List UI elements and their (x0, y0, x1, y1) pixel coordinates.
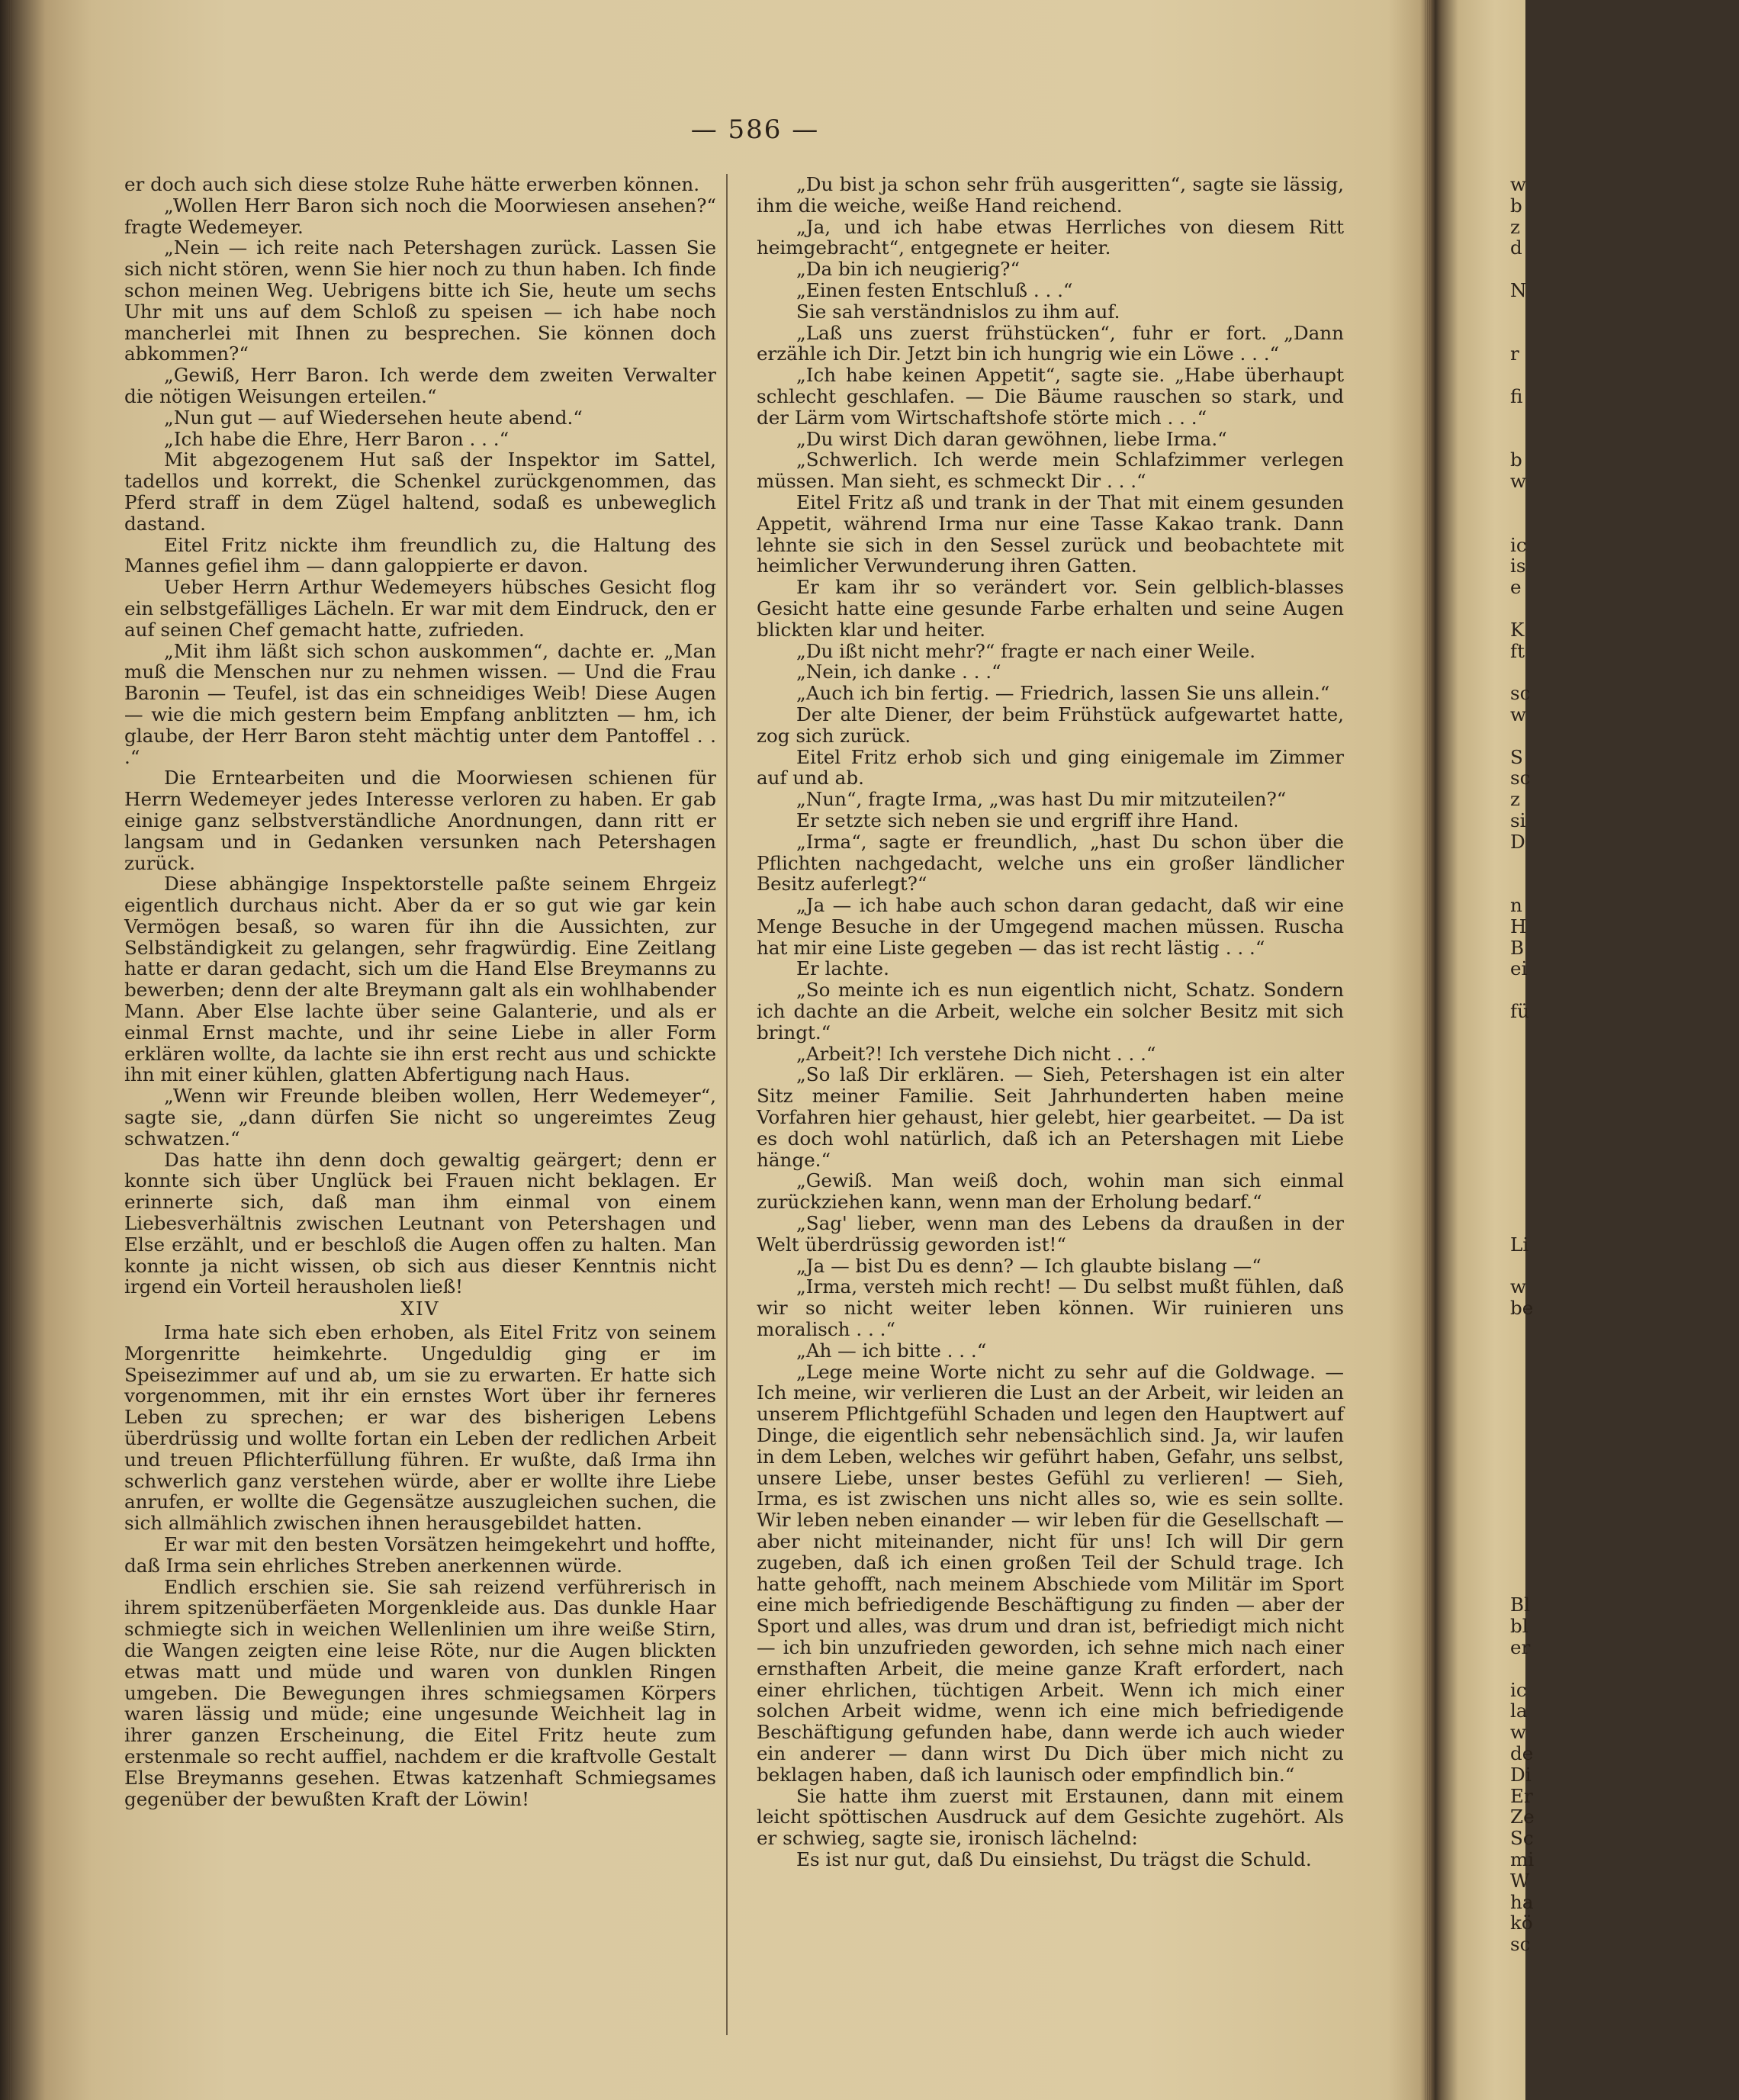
facing-page-line: mi (1510, 1848, 1535, 1870)
facing-page-line (1510, 1404, 1739, 1425)
facing-page-line (1510, 492, 1739, 513)
facing-page-line (1510, 1468, 1739, 1489)
facing-page-line (1510, 1192, 1739, 1213)
facing-page-line (1510, 661, 1739, 683)
facing-page-line: ei (1510, 957, 1528, 980)
paragraph: Sie hatte ihm zuerst mit Erstaunen, dann mit einem leicht spöttischen Ausdruck auf dem Gesichte zugehört. Als er schwieg, sagte sie, ironisch lächelnd: (757, 1784, 1344, 1850)
facing-page-line: ft (1510, 639, 1525, 662)
facing-page-line (1510, 1488, 1739, 1510)
facing-page-line (1510, 1425, 1739, 1446)
paragraph: „Gewiß. Man weiß doch, wohin man sich einmal zurückziehen kann, wenn man der Erholung bedarf.“ (757, 1169, 1344, 1214)
paragraph: Irma hate sich eben erhoben, als Eitel Fritz von seinem Morgenritte heimkehrte. Ungeduldig ging er im Speisezimmer auf und ab, um sie zu erwarten. Er hatte sich vorgenommen, mit ihr ein ernstes Wort über ihr ferneres Leben zu sprechen; er war des bisherigen Lebens überdrüssig und wollte fortan ein Leben der redlichen Arbeit und treuen Pflichterfüllung führen. Er wußte, daß Irma ihn schwerlich ganz verstehen würde, aber er wollte ihre Liebe anrufen, er wollte die Gegensätze auszugleichen suchen, die sich allmählich zwischen ihnen herausgebildet hatten. (124, 1321, 716, 1535)
paragraph: Die Erntearbeiten und die Moorwiesen schienen für Herrn Wedemeyer jedes Interesse verloren zu haben. Er gab einige ganz selbstverständliche Anordnungen, dann ritt er langsam und in Gedanken versunken nach Petershagen zurück. (124, 767, 716, 874)
facing-page-line (1510, 1213, 1739, 1234)
facing-page-line: d (1510, 236, 1522, 259)
facing-page-line: kö (1510, 1912, 1533, 1934)
column-divider (726, 174, 728, 2035)
column-left (124, 174, 716, 1809)
facing-page-line: r (1510, 342, 1519, 365)
facing-page-line: S (1510, 745, 1523, 768)
paragraph: Ueber Herrn Arthur Wedemeyers hübsches Gesicht flog ein selbstgefälliges Lächeln. Er war mit dem Eindruck, den er auf seinen Chef gemacht hatte, zufrieden. (124, 576, 716, 641)
facing-page-line (1510, 1574, 1739, 1595)
facing-page-line: n (1510, 894, 1522, 917)
facing-page-line: Sc (1510, 1827, 1534, 1850)
paragraph: Endlich erschien sie. Sie sah reizend verführerisch in ihrem spitzenüberfäeten Morgenkleide aus. Das dunkle Haar schmiegte sich in weichen Wellenlinien um ihre weiße Stirn, die Wangen zeigten eine leise Röte, nur die Augen blickten etwas matt und müde und waren von dunklen Ringen umgeben. Die Bewegungen ihres schmiegsamen Körpers waren lässig und müde; eine ungesunde Weichheit lag in ihrer ganzen Erscheinung, die Eitel Fritz heute zum erstenmale so recht auffiel, nachdem er die kraftvolle Gestalt Else Breymanns gesehen. Etwas katzenhaft Schmiegsames gegenüber der bewußten Kraft der Löwin! (124, 1575, 716, 1810)
facing-page-line: Ze (1510, 1806, 1535, 1828)
paragraph: „Nein, ich danke . . .“ (796, 661, 1001, 683)
facing-page-line: ha (1510, 1890, 1534, 1913)
facing-page-line: w (1510, 1275, 1527, 1298)
paragraph: Diese abhängige Inspektorstelle paßte seinem Ehrgeiz eigentlich durchaus nicht. Aber da er so gut wie gar kein Vermögen besaß, so waren für ihn die Aussichten, zur Selbständigkeit zu gelangen, sehr fragwürdig. Eine Zeitlang hatte er daran gedacht, sich um die Hand Else Breymanns zu bewerben; denn der alte Breymann galt als ein wohlhabender Mann. Aber Else lachte über seine Galanterie, und als er einmal Ernst machte, und ihr seine Liebe in aller Form erklären wollte, da lachte sie ihn erst recht aus und schickte ihn mit einer kühlen, glatten Abfertigung nach Haus. (124, 873, 716, 1086)
facing-page-line: fü (1510, 1000, 1529, 1023)
facing-page-line: e (1510, 576, 1522, 599)
facing-page-line (1510, 301, 1739, 323)
facing-page-line: N (1510, 278, 1527, 301)
paragraph: „Auch ich bin fertig. — Friedrich, lassen Sie uns allein.“ (796, 682, 1330, 705)
facing-page-line: de (1510, 1741, 1534, 1764)
paragraph: Eitel Fritz nickte ihm freundlich zu, die Haltung des Mannes gefiel ihm — dann galoppierte er davon. (124, 533, 716, 577)
facing-page-line: w (1510, 703, 1527, 725)
paragraph: Der alte Diener, der beim Frühstück aufgewartet hatte, zog sich zurück. (757, 703, 1344, 747)
facing-page-line (1510, 1128, 1739, 1150)
facing-page-line (1510, 1044, 1739, 1065)
paragraph: „Einen festen Entschluß . . .“ (796, 278, 1073, 301)
paragraph: „Irma, versteh mich recht! — Du selbst mußt fühlen, daß wir so nicht weiter leben können. Wir ruinieren uns moralisch . . .“ (757, 1275, 1344, 1341)
facing-page-line: w (1510, 173, 1527, 195)
facing-page-line: be (1510, 1297, 1534, 1320)
page-number: — 586 — (690, 114, 820, 145)
facing-page-line (1510, 1658, 1739, 1680)
facing-page-line (1510, 1552, 1739, 1574)
facing-page-line (1510, 1064, 1739, 1085)
facing-page-line (1510, 365, 1739, 386)
paragraph: „Mit ihm läßt sich schon auskommen“, dachte er. „Man muß die Menschen nur zu nehmen wissen. — Und die Frau Baronin — Teufel, ist das ein schneidiges Weib! Diese Augen — wie die mich gestern beim Empfang anblitzten — hm, ich glaube, der Herr Baron steht mächtig unter dem Pantoffel . . .“ (124, 639, 716, 768)
paragraph: „Wollen Herr Baron sich noch die Moorwiesen ansehen?“ fragte Wedemeyer. (124, 194, 716, 238)
paragraph: „Wenn wir Freunde bleiben wollen, Herr Wedemeyer“, sagte sie, „dann dürfen Sie nicht so ungereimtes Zeug schwatzen.“ (124, 1085, 716, 1150)
paragraph: „Nun gut — auf Wiedersehen heute abend.“ (164, 406, 583, 429)
facing-page-line: ic (1510, 533, 1527, 556)
paragraph: Er war mit den besten Vorsätzen heimgekehrt und hoffte, daß Irma sein ehrliches Streben anerkennen würde. (124, 1533, 716, 1577)
facing-page-line: fi (1510, 384, 1523, 407)
paragraph: „Arbeit?! Ich verstehe Dich nicht . . .“ (796, 1042, 1156, 1065)
paragraph: „So meinte ich es nun eigentlich nicht, Schatz. Sondern ich dachte an die Arbeit, welche ein solcher Besitz mit sich bringt.“ (757, 979, 1344, 1044)
facing-page-line: Bl (1510, 1593, 1530, 1616)
page-header (0, 114, 1525, 145)
facing-page-line (1510, 259, 1739, 280)
facing-page-line: ic (1510, 1678, 1527, 1701)
paragraph: er doch auch sich diese stolze Ruhe hätte erwerben können. (124, 173, 700, 195)
paragraph: Es ist nur gut, daß Du einsiehst, Du trägst die Schuld. (796, 1848, 1312, 1870)
facing-page-line: w (1510, 470, 1527, 493)
facing-page-line (1510, 407, 1739, 429)
facing-page-line (1510, 1256, 1739, 1277)
facing-page-line (1510, 1107, 1739, 1128)
facing-page-line: W (1510, 1869, 1530, 1892)
paragraph: Eitel Fritz aß und trank in der That mit einem gesunden Appetit, während Irma nur eine Tasse Kakao trank. Dann lehnte sie sich in den Sessel zurück und beobachtete mit heimlicher Verwunderung ihren Gatten. (757, 490, 1344, 577)
facing-page-line: bl (1510, 1615, 1528, 1638)
facing-page-line: K (1510, 618, 1525, 641)
paragraph: „Laß uns zuerst frühstücken“, fuhr er fort. „Dann erzähle ich Dir. Jetzt bin ich hungrig wie ein Löwe . . .“ (757, 321, 1344, 365)
paragraph: „Du ißt nicht mehr?“ fragte er nach einer Weile. (796, 639, 1256, 662)
facing-page-line (1510, 1150, 1739, 1171)
facing-page-line: sc (1510, 1933, 1531, 1956)
facing-page-fragment (1510, 174, 1739, 1955)
paragraph: „Da bin ich neugierig?“ (796, 258, 1021, 281)
facing-page-line: D (1510, 830, 1525, 853)
facing-page-line: Er (1510, 1784, 1533, 1807)
section-heading: XIV (400, 1298, 440, 1320)
facing-page-line (1510, 1446, 1739, 1468)
facing-page-line (1510, 1531, 1739, 1552)
facing-page-line: sc (1510, 767, 1531, 790)
paragraph: „Du bist ja schon sehr früh ausgeritten“, sagte sie lässig, ihm die weiche, weiße Hand reichend. (757, 173, 1344, 217)
facing-page-line: si (1510, 809, 1526, 831)
facing-page-line (1510, 323, 1739, 344)
paragraph: „Nun“, fragte Irma, „was hast Du mir mitzuteilen?“ (796, 788, 1287, 811)
paragraph: „So laß Dir erklären. — Sieh, Petershagen ist ein alter Sitz meiner Familie. Seit Jahrhunderten haben meine Vorfahren hier gehaust, hier gelebt, hier gearbeitet. — Da ist es doch wohl natürlich, daß ich an Petershagen mit Liebe hänge.“ (757, 1063, 1344, 1171)
facing-page-line (1510, 1340, 1739, 1362)
facing-page-line (1510, 979, 1739, 1001)
paragraph: „Ja, und ich habe etwas Herrliches von diesem Ritt heimgebracht“, entgegnete er heiter. (757, 215, 1344, 259)
facing-page-line (1510, 1319, 1739, 1340)
paragraph: „Schwerlich. Ich werde mein Schlafzimmer verlegen müssen. Man sieht, es schmeckt Dir . . .“ (757, 449, 1344, 493)
facing-page-line (1510, 513, 1739, 535)
facing-page-line: z (1510, 788, 1520, 811)
facing-page-line: sc (1510, 682, 1531, 705)
facing-page-line: B (1510, 936, 1525, 959)
facing-page-line: la (1510, 1700, 1528, 1722)
facing-page-line (1510, 1022, 1739, 1044)
facing-page-line: z (1510, 215, 1520, 238)
left-page-edges (5, 0, 12, 2100)
paragraph: „Du wirst Dich daran gewöhnen, liebe Irma.“ (796, 427, 1227, 450)
facing-page-line (1510, 1085, 1739, 1107)
paragraph: Er kam ihr so verändert vor. Sein gelblich-blasses Gesicht hatte eine gesunde Farbe erhalten und seine Augen blickten klar und heiter. (757, 576, 1344, 641)
facing-page-line: w (1510, 1721, 1527, 1744)
paragraph: „Lege meine Worte nicht zu sehr auf die Goldwage. — Ich meine, wir verlieren die Lust an der Arbeit, wir leiden an unserem Pflichtgefühl Schaden und legen den Hauptwert auf Dinge, die eigentlich sehr nebensächlich sind. Ja, wir laufen in dem Leben, welches wir geführt haben, Gefahr, uns selbst, unsere Liebe, unser bestes Gefühl zu verlieren! — Sieh, Irma, es ist zwischen uns nicht alles so, wie es sein sollte. Wir leben neben einander — wir leben für die Gesellschaft — aber nicht miteinander, nicht für uns! Ich will Dir gern zugeben, daß ich einen großen Teil der Schuld trage. Ich hatte gehofft, nach meinem Abschiede vom Militär im Sport eine mich befriedigende Beschäftigung zu finden — aber der Sport und alles, was drum und dran ist, befriedigt mich nicht — ich bin unzufrieden geworden, ich sehne mich nach einer ernsthaften Arbeit, die meine ganze Kraft erfordert, nach einer ehrlichen, tüchtigen Arbeit. Wenn ich mich einer solchen Arbeit widme, wenn ich eine mich befriedigende Beschäftigung gefunden habe, dann werde ich auch wieder ein anderer — dann wirst Du Dich über mich nicht zu beklagen haben, daß ich launisch oder empfindlich bin.“ (757, 1360, 1344, 1786)
paragraph: Er setzte sich neben sie und ergriff ihre Hand. (796, 809, 1239, 831)
facing-page-line: is (1510, 555, 1526, 577)
paragraph: „Ja — ich habe auch schon daran gedacht, daß wir eine Menge Besuche in der Umgegend machen müssen. Ruscha hat mir eine Liste gegeben — das ist recht lästig . . .“ (757, 894, 1344, 959)
facing-page-line: er (1510, 1635, 1531, 1658)
facing-page-line: Li (1510, 1233, 1529, 1256)
paragraph: „Gewiß, Herr Baron. Ich werde dem zweiten Verwalter die nötigen Weisungen erteilen.“ (124, 364, 716, 407)
gutter-edge (1425, 0, 1432, 2100)
paragraph: „Ich habe die Ehre, Herr Baron . . .“ (164, 427, 509, 450)
paragraph: Sie sah verständnislos zu ihm auf. (796, 300, 1120, 323)
paragraph: Mit abgezogenem Hut saß der Inspektor im Sattel, tadellos und korrekt, die Schenkel zurückgenommen, das Pferd straff in dem Zügel haltend, sodaß es unbeweglich dastand. (124, 449, 716, 535)
facing-page-line (1510, 1362, 1739, 1383)
facing-page-line (1510, 1382, 1739, 1404)
facing-page-line (1510, 853, 1739, 874)
facing-page-line (1510, 725, 1739, 747)
facing-page-line (1510, 1170, 1739, 1192)
facing-page-line (1510, 429, 1739, 450)
column-right (757, 174, 1344, 1870)
facing-page-line: Di (1510, 1763, 1532, 1786)
paragraph: „Nein — ich reite nach Petershagen zurück. Lassen Sie sich nicht stören, wenn Sie hier noch zu thun haben. Ich finde schon meinen Weg. Uebrigens bitte ich Sie, heute um sechs Uhr mit uns auf dem Schloß zu speisen — ich habe noch mancherlei mit Ihnen zu besprechen. Sie können doch abkommen?“ (124, 236, 716, 365)
facing-page-line: b (1510, 194, 1522, 217)
paragraph: „Ah — ich bitte . . .“ (796, 1339, 987, 1362)
paragraph: „Sag' lieber, wenn man des Lebens da draußen in der Welt überdrüssig geworden ist!“ (757, 1212, 1344, 1256)
paragraph: „Ich habe keinen Appetit“, sagte sie. „Habe überhaupt schlecht geschlafen. — Die Bäume rauschen so stark, und der Lärm vom Wirtschaftshofe störte mich . . .“ (757, 364, 1344, 429)
paragraph: „Irma“, sagte er freundlich, „hast Du schon über die Pflichten nachgedacht, welche uns ein großer ländlicher Besitz auferlegt?“ (757, 830, 1344, 896)
paragraph: Das hatte ihn denn doch gewaltig geärgert; denn er konnte sich über Unglück bei Frauen nicht beklagen. Er erinnerte sich, daß man ihm einmal von einem Liebesverhältnis zwischen Leutnant von Petershagen und Else erzählt, und er beschloß die Augen offen zu halten. Man konnte ja nicht wissen, ob sich aus dieser Kenntnis nicht irgend ein Vorteil herausholen ließ! (124, 1148, 716, 1298)
paragraph: Eitel Fritz erhob sich und ging einigemale im Zimmer auf und ab. (757, 745, 1344, 790)
facing-page-line (1510, 873, 1739, 895)
facing-page-line (1510, 1510, 1739, 1531)
paragraph: „Ja — bist Du es denn? — Ich glaubte bislang —“ (796, 1254, 1262, 1277)
facing-page-line: b (1510, 449, 1522, 471)
paragraph: Er lachte. (796, 957, 889, 980)
facing-page-line (1510, 598, 1739, 619)
facing-page-line: H (1510, 915, 1527, 937)
